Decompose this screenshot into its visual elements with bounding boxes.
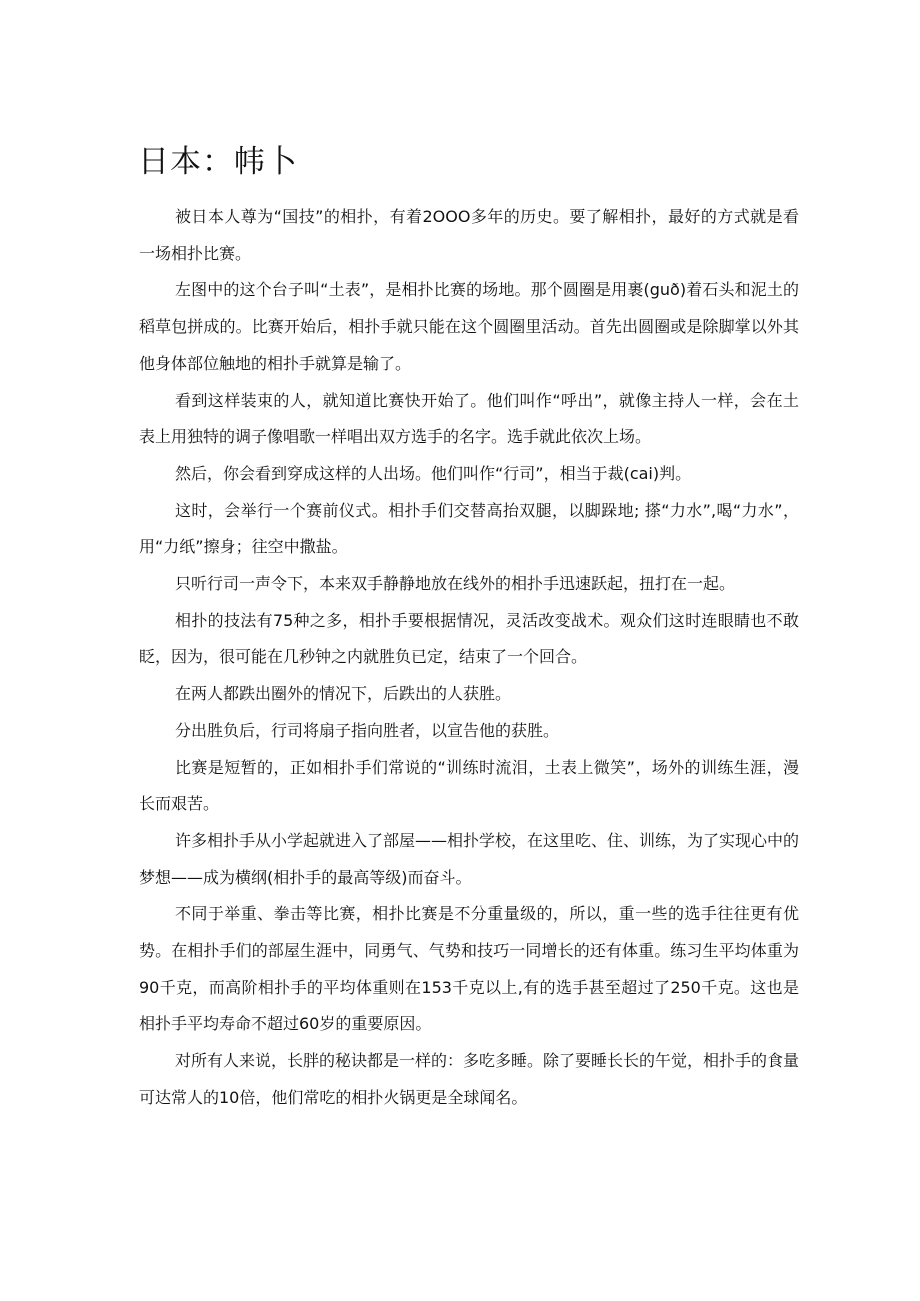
paragraph-5: 这时，会举行一个赛前仪式。相扑手们交替高抬双腿，以脚跺地; 搽“力水”,喝“力水”，用“力纸”擦身；往空中撒盐。	[139, 500, 799, 557]
paragraph-1: 被日本人尊为“国技”的相扑，有着2OOO多年的历史。要了解相扑，最好的方式就是看一场相扑比赛。	[139, 207, 799, 263]
paragraph-8: 在两人都跌出圈外的情况下，后跌出的人获胜。	[175, 684, 512, 704]
paragraph-3: 看到这样装束的人，就知道比赛快开始了。他们叫作“呼出”，就像主持人一样，会在土表上用独特的调子像唱歌一样唱出双方选手的名字。选手就此依次上场。	[139, 390, 799, 447]
article-body	[139, 199, 799, 1117]
paragraph-6: 只听行司一声令下，本来双手静静地放在线外的相扑手迅速跃起，扭打在一起。	[175, 574, 736, 594]
paragraph-2: 左图中的这个台子叫“土表”，是相扑比赛的场地。那个圆圈是用裹(guð)着石头和泥土的稻草包拼成的。比赛开始后，相扑手就只能在这个圆圈里活动。首先出圆圈或是除脚掌以外其他身体部位触地的相扑手就算是输了。	[139, 280, 799, 373]
paragraph-10: 比赛是短暂的，正如相扑手们常说的“训练时流泪，土表上微笑”，场外的训练生涯，漫长而艰苦。	[139, 757, 799, 814]
paragraph-9: 分出胜负后，行司将扇子指向胜者，以宣告他的获胜。	[175, 720, 560, 740]
paragraph-7: 相扑的技法有75种之多，相扑手要根据情况，灵活改变战术。观众们这时连眼睛也不敢眨，因为，很可能在几秒钟之内就胜负已定，结束了一个回合。	[139, 610, 799, 667]
paragraph-13: 对所有人来说，长胖的秘诀都是一样的：多吃多睡。除了要睡长长的午觉，相扑手的食量可达常人的10倍，他们常吃的相扑火锅更是全球闻名。	[139, 1051, 800, 1107]
paragraph-12: 不同于举重、拳击等比赛，相扑比赛是不分重量级的，所以，重一些的选手往往更有优势。在相扑手们的部屋生涯中，同勇气、气势和技巧一同增长的还有体重。练习生平均体重为90千克，而高阶相扑手的平均体重则在153千克以上,有的选手甚至超过了250千克。这也是相扑手平均寿命不超过60岁的重要原因。	[139, 904, 799, 1034]
page-title: 日本：帏卜	[138, 144, 298, 180]
paragraph-11: 许多相扑手从小学起就进入了部屋——相扑学校，在这里吃、住、训练，为了实现心中的梦想——成为横纲(相扑手的最高等级)而奋斗。	[139, 830, 800, 887]
paragraph-4: 然后，你会看到穿成这样的人出场。他们叫作“行司”，相当于裁(cai)判。	[175, 463, 692, 483]
